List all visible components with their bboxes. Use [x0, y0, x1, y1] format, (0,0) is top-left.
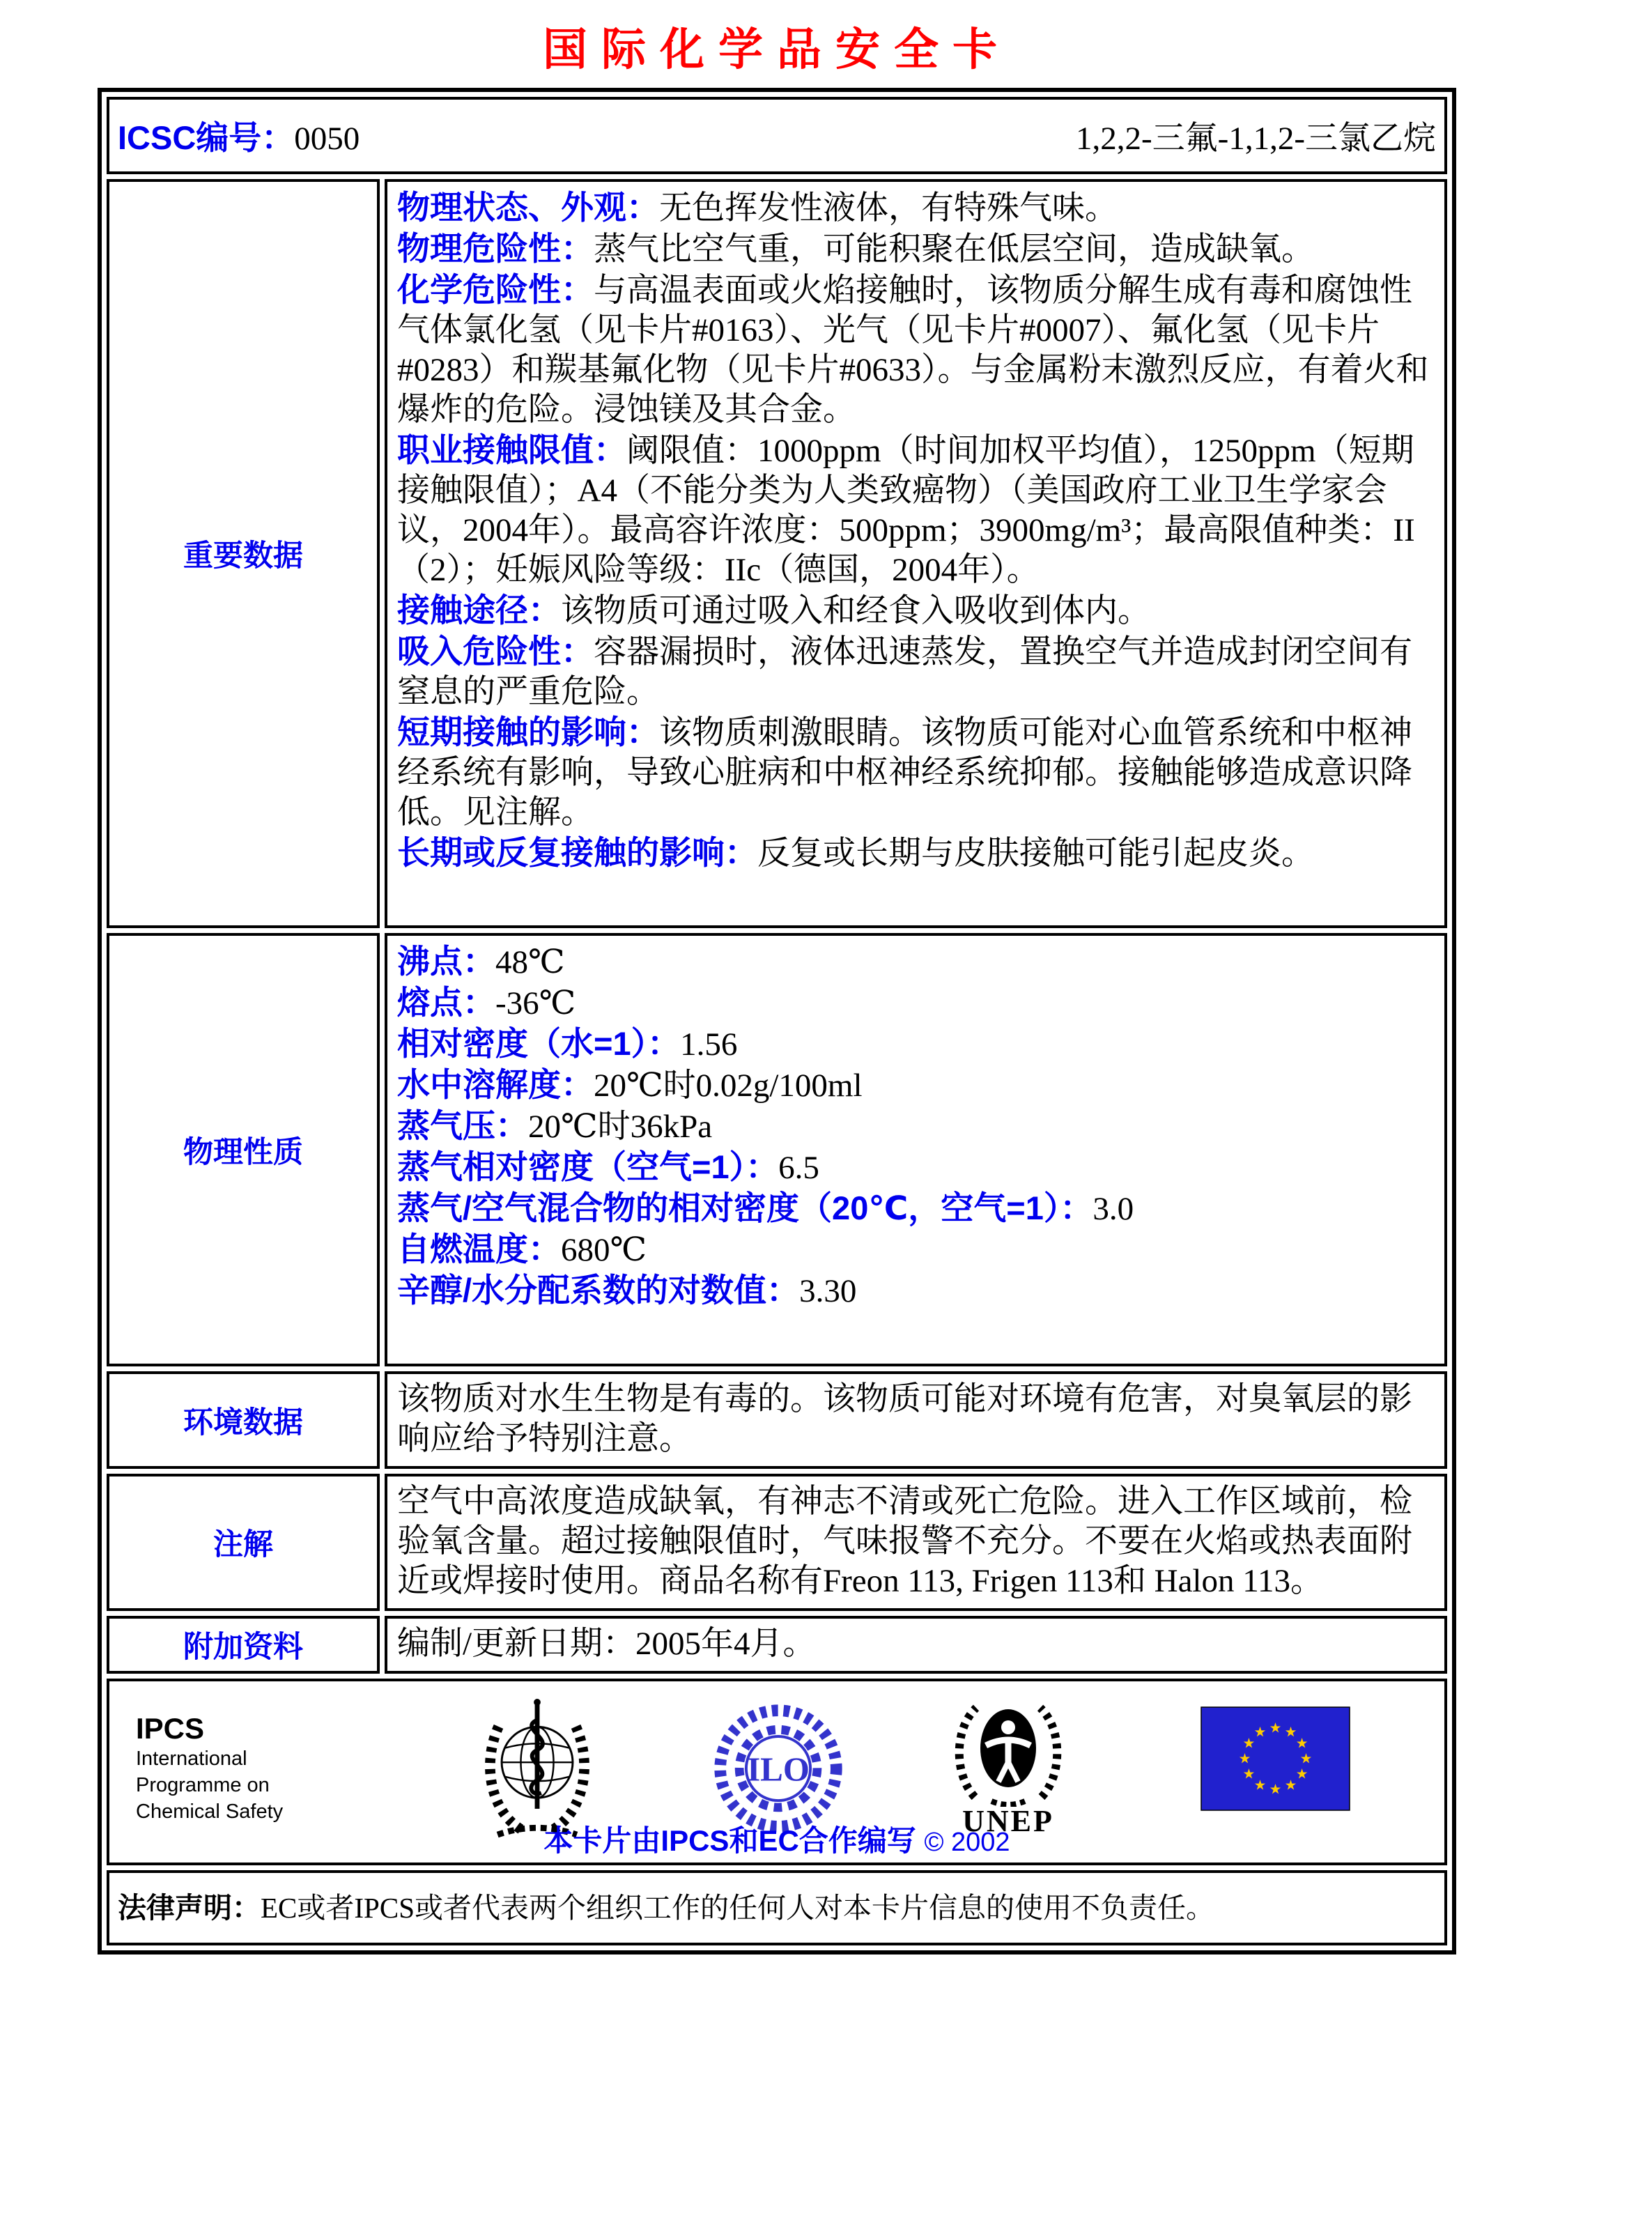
unep-emblem-icon: [947, 1694, 1070, 1807]
legal-text: EC或者IPCS或者代表两个组织工作的任何人对本卡片信息的使用不负责任。: [261, 1892, 1214, 1924]
item-label: 物理危险性：: [397, 230, 594, 267]
chemical-name: 1,2,2-三氟-1,1,2-三氯乙烷: [1076, 121, 1436, 157]
item-text: 反复或长期与皮肤接触可能引起皮炎。: [757, 835, 1314, 872]
icsc-number-group: [118, 112, 360, 159]
item-label: 水中溶解度：: [397, 1066, 594, 1103]
item-label: 长期或反复接触的影响：: [397, 834, 757, 871]
physical-property-item: [397, 1024, 1435, 1065]
item-label: 物理状态、外观：: [397, 189, 659, 226]
ipcs-block: [136, 1712, 283, 1825]
cooperation-caption: [109, 1818, 1444, 1860]
ipcs-subtitle-line: International: [136, 1748, 247, 1770]
item-label: 短期接触的影响：: [397, 714, 659, 750]
ipcs-subtitle-line: Chemical Safety: [136, 1801, 284, 1823]
icsc-number-label: ICSC编号：: [118, 119, 295, 156]
legal-row: [107, 1870, 1447, 1945]
item-text: 该物质刺激眼睛。该物质可能对心血管系统和中枢神经系统有影响，导致心脏病和中枢神经系统抑郁。接触能够造成意识降低。见注解。: [397, 715, 1412, 831]
important-data-item: [397, 631, 1435, 712]
section-label-environmental-data: 环境数据: [107, 1371, 380, 1469]
caption-text: 本卡片由IPCS和EC合作编写: [543, 1824, 916, 1857]
item-text: 3.0: [1093, 1191, 1134, 1227]
item-label: 蒸气压：: [397, 1107, 528, 1144]
item-text: 6.5: [778, 1150, 819, 1186]
item-label: 吸入危险性：: [397, 633, 594, 670]
item-text: -36℃: [495, 985, 576, 1021]
ipcs-subtitle-line: Programme on: [136, 1774, 270, 1796]
item-text: 蒸气比空气重，可能积聚在低层空间，造成缺氧。: [594, 231, 1314, 268]
header-row: [107, 97, 1447, 174]
item-label: 相对密度（水=1）：: [397, 1025, 681, 1062]
important-data-item: [397, 229, 1435, 270]
important-data-content: [385, 179, 1447, 928]
item-text: 阈限值：1000ppm（时间加权平均值），1250ppm（短期接触限值）；A4（不能分类为人类致癌物）（美国政府工业卫生学家会议，2004年）。最高容许浓度：500ppm；3900mg/m³；最高限值种类：II（2）；妊娠风险等级：IIc（德国，2004年）。: [397, 433, 1415, 588]
unep-label: UNEP: [962, 1804, 1054, 1838]
section-label-important-data: 重要数据: [107, 179, 380, 928]
physical-property-item: [397, 1229, 1435, 1270]
physical-property-item: [397, 1106, 1435, 1147]
important-data-item: [397, 590, 1435, 631]
important-data-item: [397, 833, 1435, 874]
physical-properties-content: [385, 933, 1447, 1366]
item-label: 沸点：: [397, 943, 495, 980]
item-text: 3.30: [799, 1273, 857, 1309]
important-data-item: [397, 187, 1435, 229]
item-label: 蒸气相对密度（空气=1）：: [397, 1148, 779, 1185]
icsc-card: [98, 88, 1456, 1954]
copyright-text: © 2002: [924, 1828, 1010, 1857]
important-data-row: [107, 179, 1447, 928]
physical-property-item: [397, 982, 1435, 1024]
item-text: 20℃时0.02g/100ml: [594, 1067, 863, 1104]
physical-property-item: [397, 941, 1435, 982]
additional-info-text: 编制/更新日期：2005年4月。: [397, 1626, 816, 1662]
environmental-data-row: [107, 1371, 1447, 1469]
legal-cell: [107, 1870, 1447, 1945]
item-text: 20℃时36kPa: [528, 1109, 713, 1145]
item-label: 辛醇/水分配系数的对数值：: [397, 1272, 800, 1309]
additional-info-row: [107, 1616, 1447, 1674]
item-text: 容器漏损时，液体迅速蒸发，置换空气并造成封闭空间有窒息的严重危险。: [397, 634, 1412, 710]
item-label: 熔点：: [397, 984, 495, 1021]
page-title: 国际化学品安全卡: [543, 25, 1011, 75]
item-label: 蒸气/空气混合物的相对密度（20℃，空气=1）：: [397, 1189, 1093, 1226]
footer-row: [107, 1679, 1447, 1865]
section-label-notes: 注解: [107, 1474, 380, 1611]
item-label: 职业接触限值：: [397, 431, 626, 468]
notes-row: [107, 1474, 1447, 1611]
important-data-item: [397, 270, 1435, 430]
section-label-physical-properties: 物理性质: [107, 933, 380, 1366]
physical-properties-row: [107, 933, 1447, 1366]
notes-text: 空气中高浓度造成缺氧，有神志不清或死亡危险。进入工作区域前，检验氧含量。超过接触限值时，气味报警不充分。不要在火焰或热表面附近或焊接时使用。商品名称有Freon 113, Frigen 113和 Halon 113。: [397, 1483, 1412, 1599]
notes-content: [385, 1474, 1447, 1611]
legal-label: 法律声明：: [118, 1892, 261, 1924]
item-text: 680℃: [561, 1232, 647, 1268]
item-text: 1.56: [680, 1026, 738, 1063]
eu-flag-icon: [1201, 1706, 1350, 1811]
additional-info-content: [385, 1616, 1447, 1674]
environmental-data-text: 该物质对水生生物是有毒的。该物质可能对环境有危害，对臭氧层的影响应给予特别注意。: [397, 1381, 1412, 1457]
icsc-number-value: 0050: [294, 121, 360, 157]
footer-cell: [107, 1679, 1447, 1865]
item-text: 48℃: [495, 944, 565, 980]
environmental-data-content: [385, 1371, 1447, 1469]
item-text: 与高温表面或火焰接触时，该物质分解生成有毒和腐蚀性气体氯化氢（见卡片#0163）、光气（见卡片#0007）、氟化氢（见卡片#0283）和羰基氟化物（见卡片#0633）。与金属粉末激烈反应，有着火和爆炸的危险。浸蚀镁及其合金。: [397, 272, 1429, 428]
item-label: 自燃温度：: [397, 1231, 561, 1267]
important-data-item: [397, 430, 1435, 590]
header-cell: [107, 97, 1447, 174]
physical-property-item: [397, 1188, 1435, 1229]
item-label: 化学危险性：: [397, 271, 594, 308]
ilo-letters: ILO: [747, 1750, 810, 1789]
physical-property-item: [397, 1147, 1435, 1188]
physical-property-item: [397, 1065, 1435, 1106]
item-label: 接触途径：: [397, 592, 561, 629]
important-data-item: [397, 712, 1435, 833]
ipcs-title: IPCS: [136, 1712, 205, 1745]
item-text: 无色挥发性液体，有特殊气味。: [659, 190, 1118, 226]
section-label-additional-info: 附加资料: [107, 1616, 380, 1674]
physical-property-item: [397, 1270, 1435, 1311]
item-text: 该物质可通过吸入和经食入吸收到体内。: [561, 593, 1150, 629]
unep-block: [945, 1694, 1071, 1837]
